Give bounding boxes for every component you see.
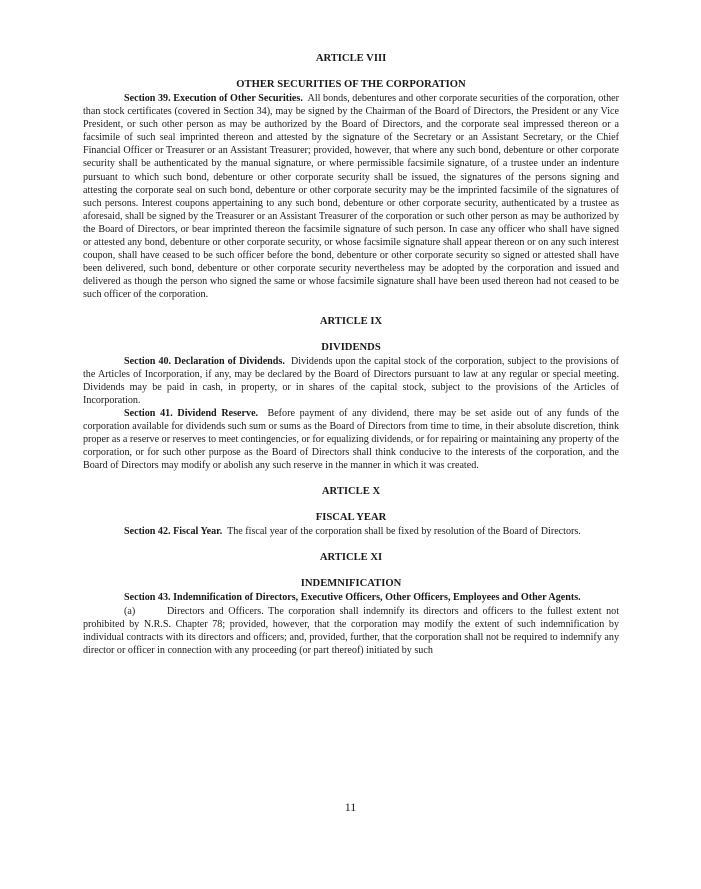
section-43-title: Section 43. Indemnification of Directors, Executive Officers, Other Officers, Employees and Other Agents. <box>124 592 581 604</box>
page-number: 11 <box>344 800 357 814</box>
section-42-paragraph <box>83 525 619 538</box>
section-40-text: Dividends upon the capital stock of the corporation, subject to the provisions of the Articles of Incorporation, if any, may be declared by the Board of Directors pursuant to law at any regular or special meeting. Dividends may be paid in cash, in property, or in shares of the capital stock, subject to the provisions of the Articles of Incorporation. <box>83 355 619 406</box>
article-viii-heading: ARTICLE VIII <box>315 53 387 64</box>
section-43-subparagraph-a <box>83 605 619 657</box>
article-viii-title: OTHER SECURITIES OF THE CORPORATION <box>236 79 466 90</box>
article-x-title: FISCAL YEAR <box>315 512 387 524</box>
article-ix-title: DIVIDENDS <box>321 341 381 353</box>
section-42-text: The fiscal year of the corporation shall be fixed by resolution of the Board of Directors. <box>227 526 581 538</box>
subparagraph-a-text: Directors and Officers. The corporation shall indemnify its directors and officers to the fullest extent not prohibited by N.R.S. Chapter 78; provided, however, that the corporation may modify the extent of such indemnification by individual contracts with its directors and officers; and, provided, further, that the corporation shall not be required to indemnify any director or officer in connection with any proceeding (or part thereof) initiated by such <box>83 605 619 656</box>
section-41-text: Before payment of any dividend, there may be set aside out of any funds of the corporation available for dividends such sum or sums as the Board of Directors from time to time, in their absolute discretion, think proper as a reserve or reserves to meet contingencies, or for equalizing dividends, or for repairing or maintaining any property of the corporation, or for such other purpose as the Board of Directors shall think conducive to the interests of the corporation, and the Board of Directors may modify or abolish any such reserve in the manner in which it was created. <box>83 407 620 472</box>
article-xi-title: INDEMNIFICATION <box>300 578 402 590</box>
section-39-paragraph <box>83 92 619 302</box>
section-39-title: Section 39. Execution of Other Securities. <box>124 93 303 104</box>
section-40-paragraph <box>83 355 619 407</box>
section-43-paragraph <box>83 591 619 604</box>
section-42-title: Section 42. Fiscal Year. <box>124 526 223 538</box>
section-40-title: Section 40. Declaration of Dividends. <box>124 355 285 367</box>
section-39-text: All bonds, debentures and other corporate securities of the corporation, other than stock certificates (covered in Section 34), may be signed by the Chairman of the Board of Directors, the President or any Vice President, or such other person as may be authorized by the Board of Directors, and the corporate seal impressed thereon or a facsimile of such seal imprinted thereon and attested by the signature of the Secretary or an Assistant Secretary, or the Chief Financial Officer or Treasurer or an Assistant Treasurer; provided, however, that where any such bond, debenture or other corporate security shall be authenticated by the manual signature, or where permissible facsimile signature, of a trustee under an indenture pursuant to which such bond, debenture or other corporate security shall be issued, the signatures of the persons signing and attesting the corporate seal on such bond, debenture or other corporate security may be the imprinted facsimile of the signatures of such persons. Interest coupons appertaining to any such bond, debenture or other corporate security, authenticated by a trustee as aforesaid, shall be signed by the Treasurer or an Assistant Treasurer of the corporation or such other person as may be authorized by the Board of Directors, or bear imprinted thereon the facsimile signature of such person. In case any officer who shall have signed or attested any bond, debenture or other corporate security, or whose facsimile signature shall appear thereon or on any such interest coupon, shall have ceased to be such officer before the bond, debenture or other corporate security so signed or attested shall have been delivered, such bond, debenture or other corporate security nevertheless may be adopted by the corporation and issued and delivered as though the person who signed the same or whose facsimile signature shall have been used thereon had not ceased to be such officer of the corporation. <box>83 93 619 301</box>
section-41-title: Section 41. Dividend Reserve. <box>124 407 259 419</box>
subparagraph-a-label: (a) <box>124 605 136 617</box>
document-page <box>83 52 619 657</box>
article-xi-heading: ARTICLE XI <box>319 552 383 564</box>
article-x-heading: ARTICLE X <box>321 486 381 498</box>
section-41-paragraph <box>83 407 619 472</box>
article-ix-heading: ARTICLE IX <box>319 315 383 327</box>
